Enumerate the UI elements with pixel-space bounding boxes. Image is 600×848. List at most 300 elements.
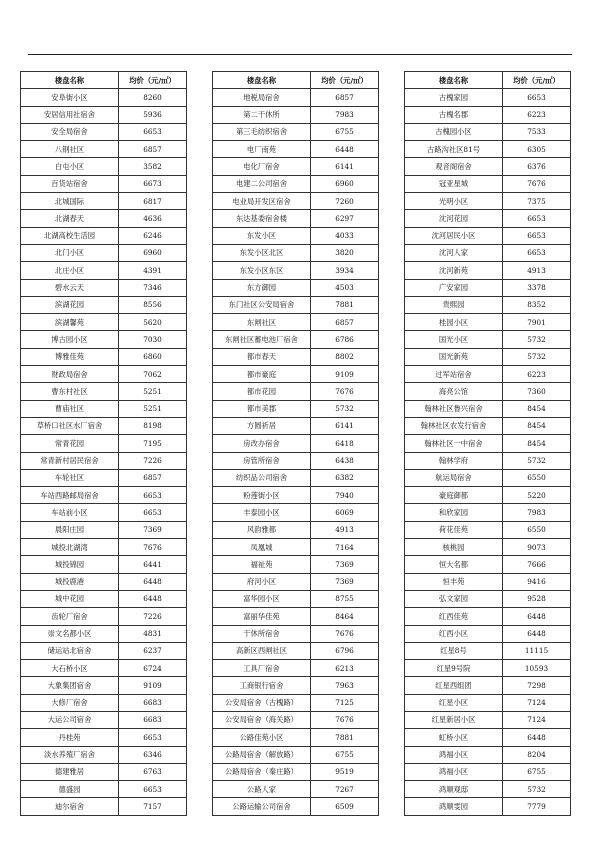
table-row — [213, 763, 379, 780]
table-row — [21, 193, 187, 210]
avg-price-cell: 7124 — [503, 694, 571, 711]
property-name-cell: 古路沟社区81号 — [405, 141, 503, 158]
avg-price-cell: 6223 — [503, 106, 571, 123]
table-row — [213, 123, 379, 140]
table-row — [213, 417, 379, 434]
table-row — [405, 746, 571, 763]
table-row — [213, 89, 379, 106]
table-row — [21, 608, 187, 625]
avg-price-cell: 6448 — [119, 590, 187, 607]
table-row — [21, 625, 187, 642]
table-row — [405, 694, 571, 711]
property-name-cell: 滨湖花园 — [21, 296, 119, 313]
table-row — [21, 383, 187, 400]
table-row — [21, 279, 187, 296]
avg-price-cell: 7676 — [311, 711, 379, 728]
property-name-cell: 常青花园 — [21, 435, 119, 452]
table-row — [213, 262, 379, 279]
avg-price-cell: 6763 — [119, 763, 187, 780]
property-name-cell: 古槐园小区 — [405, 123, 503, 140]
property-name-cell: 高新区西闸社区 — [213, 642, 311, 659]
avg-price-cell: 6673 — [119, 175, 187, 192]
table-row — [405, 521, 571, 538]
table-row — [21, 89, 187, 106]
avg-price-cell: 6653 — [119, 123, 187, 140]
avg-price-cell: 8556 — [119, 296, 187, 313]
property-name-cell: 古槐家园 — [405, 89, 503, 106]
table-row — [405, 763, 571, 780]
table-row — [405, 504, 571, 521]
property-name-cell: 过军站宿舍 — [405, 366, 503, 383]
property-name-cell: 桂园小区 — [405, 314, 503, 331]
property-name-cell: 安阜街小区 — [21, 89, 119, 106]
avg-price-cell: 8260 — [119, 89, 187, 106]
avg-price-cell: 5620 — [119, 314, 187, 331]
avg-price-cell: 9519 — [311, 763, 379, 780]
table-row — [213, 366, 379, 383]
property-name-cell: 光明小区 — [405, 193, 503, 210]
property-name-cell: 曹东村社区 — [21, 383, 119, 400]
table-row — [213, 469, 379, 486]
avg-price-cell: 4033 — [311, 227, 379, 244]
property-name-cell: 鸿福小区 — [405, 746, 503, 763]
property-name-cell: 北湖春天 — [21, 210, 119, 227]
table-row — [21, 296, 187, 313]
avg-price-cell: 8464 — [311, 608, 379, 625]
header-name: 楼盘名称 — [21, 72, 119, 89]
property-name-cell: 翰林社区农发行宿舍 — [405, 417, 503, 434]
table-row — [213, 539, 379, 556]
table-row — [213, 158, 379, 175]
avg-price-cell: 6960 — [119, 244, 187, 261]
property-name-cell: 翰林学府 — [405, 452, 503, 469]
avg-price-cell: 9109 — [119, 677, 187, 694]
avg-price-cell: 6755 — [503, 763, 571, 780]
table-row — [21, 331, 187, 348]
table-row — [213, 677, 379, 694]
property-name-cell: 晨阳庄园 — [21, 521, 119, 538]
table-row — [21, 244, 187, 261]
table-row — [21, 158, 187, 175]
header-price: 均价（元/㎡） — [503, 72, 571, 89]
avg-price-cell: 5251 — [119, 383, 187, 400]
avg-price-cell: 6223 — [503, 366, 571, 383]
table-row — [21, 556, 187, 573]
property-name-cell: 沈河居民小区 — [405, 227, 503, 244]
table-row — [21, 314, 187, 331]
avg-price-cell: 8454 — [503, 417, 571, 434]
avg-price-cell: 8204 — [503, 746, 571, 763]
property-name-cell: 车轮社区 — [21, 469, 119, 486]
avg-price-cell: 6069 — [311, 504, 379, 521]
table-row — [21, 729, 187, 746]
property-name-cell: 德盛园 — [21, 781, 119, 798]
avg-price-cell: 6857 — [119, 141, 187, 158]
property-name-cell: 百货站宿舍 — [21, 175, 119, 192]
table-row — [213, 193, 379, 210]
property-name-cell: 北湖高校生活园 — [21, 227, 119, 244]
avg-price-cell: 6550 — [503, 469, 571, 486]
table-row — [21, 642, 187, 659]
table-row — [213, 521, 379, 538]
property-name-cell: 恒丰苑 — [405, 573, 503, 590]
avg-price-cell: 6857 — [311, 314, 379, 331]
table-row — [21, 539, 187, 556]
property-name-cell: 车站西路邮局宿舍 — [21, 487, 119, 504]
avg-price-cell: 6237 — [119, 642, 187, 659]
property-name-cell: 公路运输公司宿舍 — [213, 798, 311, 815]
property-name-cell: 电建二公司宿舍 — [213, 175, 311, 192]
property-name-cell: 观音阁宿舍 — [405, 158, 503, 175]
property-name-cell: 电化厂宿舍 — [213, 158, 311, 175]
property-name-cell: 房管所宿舍 — [213, 452, 311, 469]
table-row — [21, 521, 187, 538]
avg-price-cell: 7125 — [311, 694, 379, 711]
property-name-cell: 东发小区北区 — [213, 244, 311, 261]
property-name-cell: 红星小区 — [405, 694, 503, 711]
property-name-cell: 都市春天 — [213, 348, 311, 365]
avg-price-cell: 7369 — [311, 573, 379, 590]
avg-price-cell: 6755 — [311, 746, 379, 763]
property-name-cell: 方圆祈居 — [213, 417, 311, 434]
avg-price-cell: 8352 — [503, 296, 571, 313]
table-row — [21, 746, 187, 763]
avg-price-cell: 7533 — [503, 123, 571, 140]
avg-price-cell: 3820 — [311, 244, 379, 261]
property-name-cell: 红星9号院 — [405, 660, 503, 677]
avg-price-cell: 7940 — [311, 487, 379, 504]
table-row — [213, 348, 379, 365]
avg-price-cell: 8802 — [311, 348, 379, 365]
avg-price-cell: 6376 — [503, 158, 571, 175]
property-name-cell: 翰林社区一中宿舍 — [405, 435, 503, 452]
table-row — [21, 590, 187, 607]
avg-price-cell: 6213 — [311, 660, 379, 677]
table-row — [213, 625, 379, 642]
table-row — [405, 729, 571, 746]
avg-price-cell: 9528 — [503, 590, 571, 607]
table-row — [21, 141, 187, 158]
avg-price-cell: 7157 — [119, 798, 187, 815]
table-row — [405, 158, 571, 175]
property-name-cell: 财政局宿舍 — [21, 366, 119, 383]
property-name-cell: 大修厂宿舍 — [21, 694, 119, 711]
table-row — [405, 296, 571, 313]
table-row — [21, 348, 187, 365]
property-name-cell: 富丽华佳苑 — [213, 608, 311, 625]
property-name-cell: 都市豪庭 — [213, 366, 311, 383]
table-row — [213, 608, 379, 625]
table-row — [21, 210, 187, 227]
property-name-cell: 地税局宿舍 — [213, 89, 311, 106]
table-row — [213, 694, 379, 711]
table-row — [21, 106, 187, 123]
table-row — [405, 106, 571, 123]
property-name-cell: 德建雅居 — [21, 763, 119, 780]
avg-price-cell: 7260 — [311, 193, 379, 210]
table-row — [405, 608, 571, 625]
property-name-cell: 滨湖馨苑 — [21, 314, 119, 331]
table-row — [213, 279, 379, 296]
avg-price-cell: 6857 — [311, 89, 379, 106]
table-row — [405, 175, 571, 192]
property-name-cell: 崇文名都小区 — [21, 625, 119, 642]
table-row — [213, 711, 379, 728]
avg-price-cell: 6860 — [119, 348, 187, 365]
avg-price-cell: 7676 — [503, 175, 571, 192]
table-row — [213, 210, 379, 227]
avg-price-cell: 4636 — [119, 210, 187, 227]
property-name-cell: 豪庭御都 — [405, 487, 503, 504]
property-name-cell: 红星8号 — [405, 642, 503, 659]
table-row — [21, 469, 187, 486]
property-name-cell: 迪尔宿舍 — [21, 798, 119, 815]
avg-price-cell: 7030 — [119, 331, 187, 348]
property-name-cell: 齿轮厂宿舍 — [21, 608, 119, 625]
avg-price-cell: 6246 — [119, 227, 187, 244]
avg-price-cell: 3378 — [503, 279, 571, 296]
avg-price-cell: 6755 — [311, 123, 379, 140]
avg-price-cell: 4391 — [119, 262, 187, 279]
property-name-cell: 福祉苑 — [213, 556, 311, 573]
table-row — [21, 262, 187, 279]
property-name-cell: 鸿福小区 — [405, 763, 503, 780]
avg-price-cell: 5251 — [119, 400, 187, 417]
table-row — [21, 660, 187, 677]
avg-price-cell: 4831 — [119, 625, 187, 642]
avg-price-cell: 6448 — [503, 625, 571, 642]
avg-price-cell: 6141 — [311, 158, 379, 175]
avg-price-cell: 6857 — [119, 469, 187, 486]
table-row — [405, 227, 571, 244]
table-row — [21, 573, 187, 590]
property-name-cell: 广安家园 — [405, 279, 503, 296]
property-name-cell: 丹桂苑 — [21, 729, 119, 746]
avg-price-cell: 7676 — [311, 383, 379, 400]
avg-price-cell: 7124 — [503, 711, 571, 728]
property-name-cell: 东闸社区蓄电池厂宿舍 — [213, 331, 311, 348]
avg-price-cell: 5936 — [119, 106, 187, 123]
property-name-cell: 鸿顺观邸 — [405, 781, 503, 798]
table-row — [405, 556, 571, 573]
avg-price-cell: 6297 — [311, 210, 379, 227]
avg-price-cell: 6509 — [311, 798, 379, 815]
avg-price-cell: 7226 — [119, 608, 187, 625]
avg-price-cell: 6796 — [311, 642, 379, 659]
table-row — [405, 642, 571, 659]
avg-price-cell: 6653 — [119, 729, 187, 746]
avg-price-cell: 6786 — [311, 331, 379, 348]
avg-price-cell: 8454 — [503, 435, 571, 452]
avg-price-cell: 4503 — [311, 279, 379, 296]
table-row — [405, 573, 571, 590]
avg-price-cell: 7267 — [311, 781, 379, 798]
avg-price-cell: 6724 — [119, 660, 187, 677]
table-row — [213, 660, 379, 677]
table-row — [21, 677, 187, 694]
table-row — [405, 798, 571, 815]
table-row — [405, 331, 571, 348]
property-name-cell: 曹庙社区 — [21, 400, 119, 417]
property-name-cell: 沈河人家 — [405, 244, 503, 261]
property-name-cell: 公安局宿舍（海关路） — [213, 711, 311, 728]
property-name-cell: 贵熙园 — [405, 296, 503, 313]
property-name-cell: 红星新居小区 — [405, 711, 503, 728]
price-table-1 — [20, 71, 187, 816]
avg-price-cell: 6346 — [119, 746, 187, 763]
property-name-cell: 红西佳苑 — [405, 608, 503, 625]
avg-price-cell: 10593 — [503, 660, 571, 677]
property-name-cell: 公路佳苑小区 — [213, 729, 311, 746]
table-row — [405, 452, 571, 469]
avg-price-cell: 9109 — [311, 366, 379, 383]
avg-price-cell: 5732 — [503, 781, 571, 798]
avg-price-cell: 8454 — [503, 400, 571, 417]
avg-price-cell: 5220 — [503, 487, 571, 504]
table-row — [213, 746, 379, 763]
table-row — [405, 210, 571, 227]
property-name-cell: 冠亚星城 — [405, 175, 503, 192]
avg-price-cell: 7369 — [119, 521, 187, 538]
property-name-cell: 北城国际 — [21, 193, 119, 210]
avg-price-cell: 6653 — [503, 210, 571, 227]
avg-price-cell: 6550 — [503, 521, 571, 538]
header-row — [21, 72, 187, 89]
property-name-cell: 城中花园 — [21, 590, 119, 607]
property-name-cell: 古槐名郡 — [405, 106, 503, 123]
table-row — [21, 366, 187, 383]
property-name-cell: 弘文家园 — [405, 590, 503, 607]
table-row — [21, 227, 187, 244]
table-row — [405, 262, 571, 279]
property-name-cell: 电厂南苑 — [213, 141, 311, 158]
property-name-cell: 房改办宿舍 — [213, 435, 311, 452]
property-name-cell: 凤凰城 — [213, 539, 311, 556]
table-row — [405, 590, 571, 607]
property-name-cell: 国光新苑 — [405, 348, 503, 365]
avg-price-cell: 7881 — [311, 296, 379, 313]
property-name-cell: 沈河花园 — [405, 210, 503, 227]
property-name-cell: 翰林社区鲁兴宿舍 — [405, 400, 503, 417]
avg-price-cell: 7375 — [503, 193, 571, 210]
property-name-cell: 安居信用社宿舍 — [21, 106, 119, 123]
property-name-cell: 大象集团宿舍 — [21, 677, 119, 694]
avg-price-cell: 4913 — [311, 521, 379, 538]
table-row — [213, 435, 379, 452]
avg-price-cell: 7360 — [503, 383, 571, 400]
table-row — [21, 123, 187, 140]
avg-price-cell: 4913 — [503, 262, 571, 279]
avg-price-cell: 7779 — [503, 798, 571, 815]
property-name-cell: 红星西组团 — [405, 677, 503, 694]
avg-price-cell: 7195 — [119, 435, 187, 452]
avg-price-cell: 7983 — [503, 504, 571, 521]
property-name-cell: 工具厂宿舍 — [213, 660, 311, 677]
avg-price-cell: 6438 — [311, 452, 379, 469]
table-row — [21, 504, 187, 521]
avg-price-cell: 6817 — [119, 193, 187, 210]
avg-price-cell: 7226 — [119, 452, 187, 469]
table-row — [21, 175, 187, 192]
property-name-cell: 国光小区 — [405, 331, 503, 348]
avg-price-cell: 5732 — [311, 400, 379, 417]
property-name-cell: 干休所宿舍 — [213, 625, 311, 642]
table-row — [213, 141, 379, 158]
table-row — [213, 642, 379, 659]
table-row — [213, 452, 379, 469]
avg-price-cell: 7963 — [311, 677, 379, 694]
avg-price-cell: 6653 — [119, 504, 187, 521]
table-row — [21, 694, 187, 711]
property-name-cell: 北门小区 — [21, 244, 119, 261]
avg-price-cell: 9073 — [503, 539, 571, 556]
property-name-cell: 东发小区 — [213, 227, 311, 244]
avg-price-cell: 6653 — [503, 89, 571, 106]
avg-price-cell: 7983 — [311, 106, 379, 123]
avg-price-cell: 5732 — [503, 452, 571, 469]
property-name-cell: 东达基委宿舍楼 — [213, 210, 311, 227]
avg-price-cell: 7346 — [119, 279, 187, 296]
table-row — [405, 539, 571, 556]
property-name-cell: 大运公司宿舍 — [21, 711, 119, 728]
avg-price-cell: 6653 — [119, 781, 187, 798]
avg-price-cell: 7881 — [311, 729, 379, 746]
property-name-cell: 纺织品公司宿舍 — [213, 469, 311, 486]
avg-price-cell: 6448 — [119, 573, 187, 590]
avg-price-cell: 6960 — [311, 175, 379, 192]
table-row — [405, 193, 571, 210]
header-name: 楼盘名称 — [405, 72, 503, 89]
property-name-cell: 北庄小区 — [21, 262, 119, 279]
property-name-cell: 沈河新苑 — [405, 262, 503, 279]
property-name-cell: 第三毛纺织宿舍 — [213, 123, 311, 140]
avg-price-cell: 7676 — [311, 625, 379, 642]
table-row — [213, 106, 379, 123]
table-row — [405, 435, 571, 452]
avg-price-cell: 6448 — [503, 729, 571, 746]
property-name-cell: 电业局开发区宿舍 — [213, 193, 311, 210]
avg-price-cell: 8755 — [311, 590, 379, 607]
table-row — [405, 417, 571, 434]
property-name-cell: 东闸社区 — [213, 314, 311, 331]
header-row — [213, 72, 379, 89]
table-row — [405, 141, 571, 158]
property-name-cell: 草桥口社区水厂宿舍 — [21, 417, 119, 434]
header-name: 楼盘名称 — [213, 72, 311, 89]
avg-price-cell: 5732 — [503, 348, 571, 365]
table-row — [21, 781, 187, 798]
table-row — [21, 435, 187, 452]
property-name-cell: 城投鹿港 — [21, 573, 119, 590]
header-price: 均价（元/㎡） — [119, 72, 187, 89]
table-row — [405, 711, 571, 728]
avg-price-cell: 7164 — [311, 539, 379, 556]
property-name-cell: 公路局宿舍（解放路） — [213, 746, 311, 763]
table-row — [405, 279, 571, 296]
avg-price-cell: 7666 — [503, 556, 571, 573]
table-row — [405, 314, 571, 331]
table-row — [405, 677, 571, 694]
avg-price-cell: 3934 — [311, 262, 379, 279]
table-row — [213, 504, 379, 521]
table-row — [213, 383, 379, 400]
property-name-cell: 储运站北宿舍 — [21, 642, 119, 659]
table-row — [405, 400, 571, 417]
property-name-cell: 安全局宿舍 — [21, 123, 119, 140]
table-row — [213, 573, 379, 590]
table-row — [21, 487, 187, 504]
property-name-cell: 府河小区 — [213, 573, 311, 590]
